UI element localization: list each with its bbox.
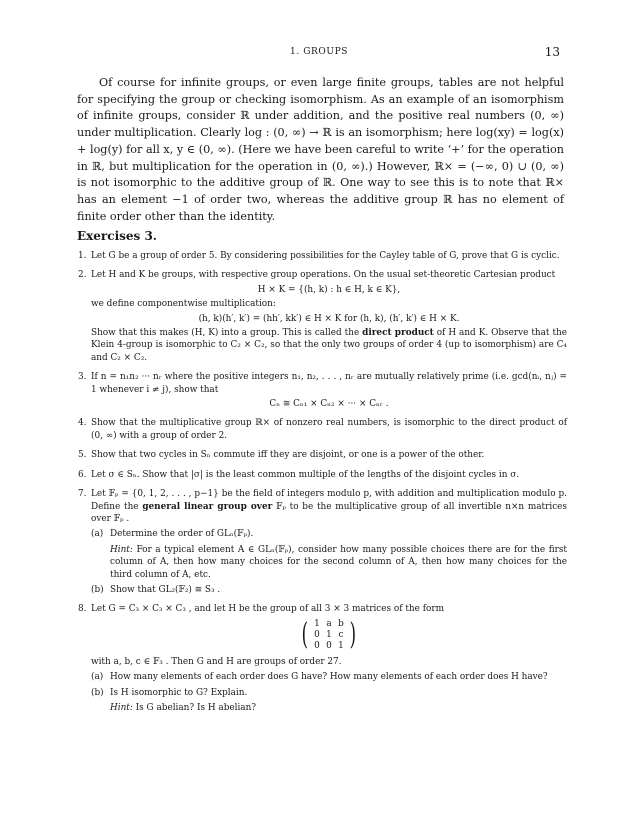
subpart-a <box>91 671 567 683</box>
matrix-entry: 0 <box>326 640 332 651</box>
exercise-number: 3. <box>78 372 87 383</box>
subpart-b <box>91 687 567 699</box>
matrix-entry: 1 <box>338 640 344 651</box>
matrix-entry: c <box>338 629 344 640</box>
subpart-text: Is H isomorphic to G? Explain. <box>110 687 248 698</box>
exercise-text: Let σ ∈ Sₙ. Show that |σ| is the least common multiple of the lengths of the disjoint cycles in σ. <box>91 469 520 480</box>
right-paren: ) <box>349 617 357 653</box>
exercise-text: Let H and K be groups, with respective group operations. On the usual set-theoretic Cartesian product <box>91 270 556 281</box>
matrix-entry: 1 <box>314 618 320 629</box>
exercise-list <box>77 250 567 721</box>
exercise-text: If n = n₁n₂ ··· nᵣ where the positive integers n₁, n₂, . . . , nᵣ are mutually relatively prime (i.e. gcd(nᵢ, nⱼ) = 1 whenever i ≠ j), show that <box>91 372 567 395</box>
subpart-label: (b) <box>91 687 104 698</box>
subpart-text: How many elements of each order does G have? How many elements of each order does H have? <box>110 672 548 683</box>
exercise-text: we define componentwise multiplication: <box>91 299 276 310</box>
matrix-entry: a <box>326 618 332 629</box>
hint <box>91 702 567 714</box>
matrix-grid <box>311 619 347 652</box>
matrix-entry: b <box>338 618 344 629</box>
exercise-number: 1. <box>78 251 87 261</box>
hint-label: Hint: <box>110 544 133 555</box>
left-paren: ( <box>301 617 309 653</box>
subpart-label: (a) <box>91 672 104 683</box>
exercises-heading: Exercises 3. <box>77 229 157 243</box>
term-general-linear-group: general linear group over <box>142 501 273 512</box>
exercise-text: Let G be a group of order 5. By considering possibilities for the Cayley table of G, prove that G is cyclic. <box>91 251 560 261</box>
subpart-a <box>91 528 567 540</box>
term-direct-product: direct product <box>362 328 434 339</box>
display-equation: (h, k)(h′, k′) = (hh′, kk′) ∈ H × K for (h, k), (h′, k′) ∈ H × K. <box>198 313 460 324</box>
exercise-text: Show that the multiplicative group ℝ× of nonzero real numbers, is isomorphic to the direct product of (0, ∞) with a group of order 2. <box>91 418 567 441</box>
exercise-text: with a, b, c ∈ 𝔽₃ . Then G and H are groups of order 27. <box>91 656 342 667</box>
hint-text: Is G abelian? Is H abelian? <box>132 702 257 713</box>
matrix-display <box>91 619 567 652</box>
intro-text: Of course for infinite groups, or even large finite groups, tables are not helpful for specifying the group or checking isomorphism. As an example of an isomorphism of infinite groups, consider ℝ under addition, and the positive real numbers (0, ∞) under multiplication. Clearly log : (0, ∞) → ℝ is an isomorphism; here log(xy) = log(x) + log(y) for all x, y ∈ (0, ∞). (Here we have been careful to write ‘+’ for the operation in ℝ, but multiplication for the operation in (0, ∞).) However, ℝ× = (−∞, 0) ∪ (0, ∞) is not isomorphic to the additive group of ℝ. One way to see this is to note that ℝ× has an element −1 of order two, whereas the additive group ℝ has no element of finite order other than the identity. <box>77 76 564 223</box>
subpart-label: (a) <box>91 529 104 540</box>
display-equation: Cₙ ≅ Cₙ₁ × Cₙ₂ × ··· × Cₙᵣ . <box>269 399 389 410</box>
exercise-2 <box>77 269 567 364</box>
running-title: 1. GROUPS <box>290 47 348 57</box>
exercise-5 <box>77 449 567 461</box>
exercise-6 <box>77 469 567 481</box>
exercise-number: 5. <box>78 450 87 461</box>
exercise-text: Let 𝔽ₚ = {0, 1, 2, . . . , p−1} be the field of integers modulo p, with addition and multiplication modulo p. Define the general linear group over 𝔽ₚ to be the multiplicative group of all invertible n×n matrices over 𝔽ₚ . <box>91 489 567 524</box>
exercise-8 <box>77 603 567 714</box>
exercise-number: 6. <box>78 469 87 480</box>
exercise-number: 2. <box>78 270 87 281</box>
exercise-text: Let G = C₃ × C₃ × C₃ , and let H be the group of all 3 × 3 matrices of the form <box>91 604 444 615</box>
matrix-entry: 1 <box>326 629 332 640</box>
intro-paragraph <box>77 75 564 225</box>
subpart-label: (b) <box>91 584 104 595</box>
subpart-b <box>91 584 567 596</box>
exercise-3 <box>77 371 567 410</box>
subpart-text: Show that GL₂(𝔽₂) ≅ S₃ . <box>110 584 221 595</box>
exercise-text: Show that two cycles in Sₙ commute iff they are disjoint, or one is a power of the other. <box>91 450 485 461</box>
exercise-number: 8. <box>78 604 87 615</box>
page-number: 13 <box>544 45 560 59</box>
exercise-number: 7. <box>78 489 87 500</box>
display-equation: H × K = {(h, k) : h ∈ H, k ∈ K}, <box>257 284 401 295</box>
matrix-entry: 0 <box>314 629 320 640</box>
hint <box>91 544 567 581</box>
exercise-7 <box>77 488 567 596</box>
subpart-text: Determine the order of GLₙ(𝔽ₚ). <box>110 529 254 540</box>
hint-label: Hint: <box>110 702 133 713</box>
exercise-1 <box>77 250 567 262</box>
exercise-text: Show that this makes (H, K) into a group. This is called the direct product of H and K. Observe that the Klein 4-group is isomorphic to C₂ × C₂, so that the only two groups of order 4 (up to isomorphism) are C₄ and C₂ × C₂. <box>91 328 567 363</box>
matrix-entry: 0 <box>314 640 320 651</box>
hint-text: For a typical element A ∈ GLₙ(𝔽ₚ), consider how many possible choices there are for the first column of A, then how many choices for the second column of A, then how many choices for the third column of A, etc. <box>110 544 567 580</box>
exercise-4 <box>77 417 567 442</box>
exercise-number: 4. <box>78 418 87 429</box>
